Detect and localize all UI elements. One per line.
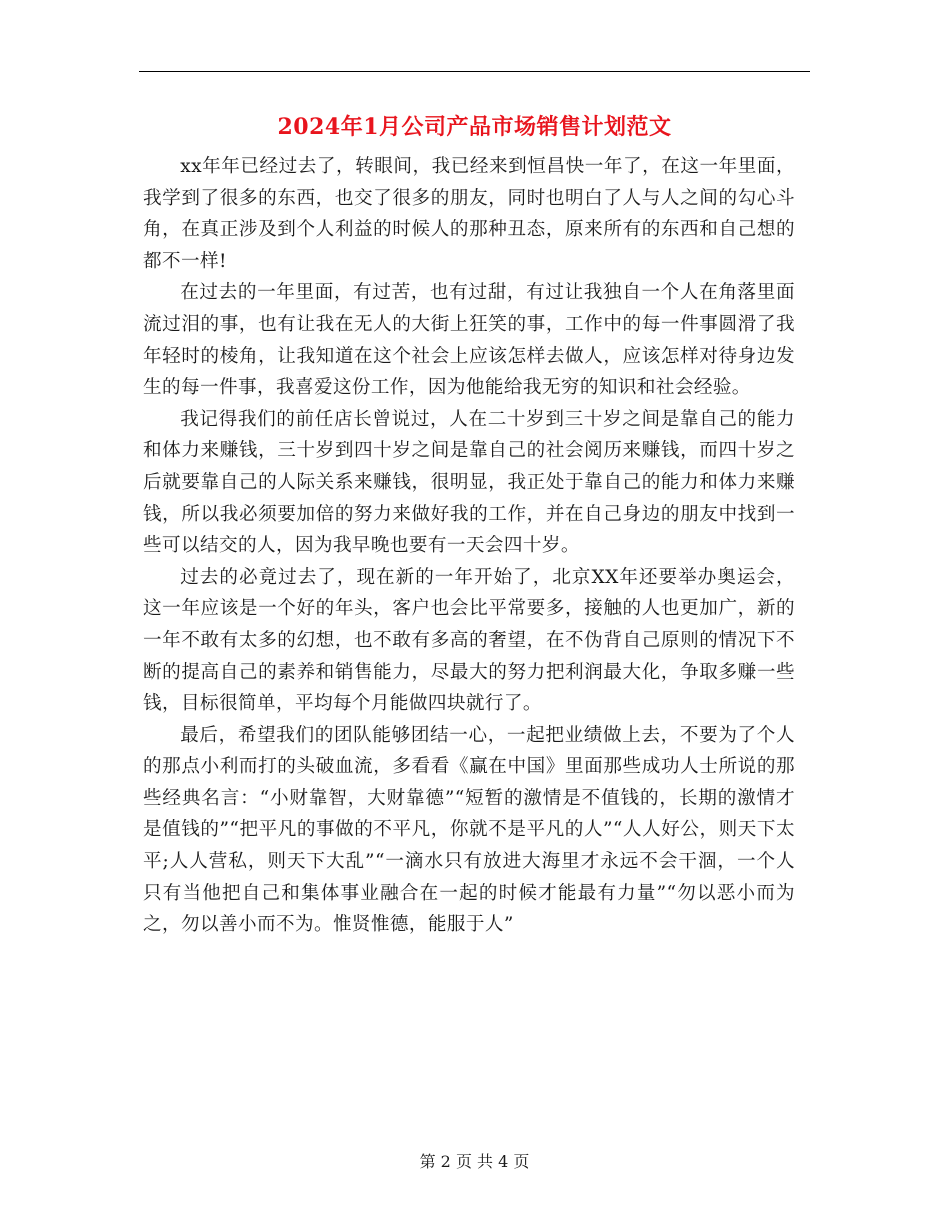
paragraph-1: xx年年已经过去了，转眼间，我已经来到恒昌快一年了，在这一年里面，我学到了很多的东西，也交了很多的朋友，同时也明白了人与人之间的勾心斗角，在真正涉及到个人利益的时候人的那种丑态，原来所有的东西和自己想的都不一样!	[143, 156, 795, 272]
header-rule	[139, 71, 810, 72]
paragraph-2: 在过去的一年里面，有过苦，也有过甜，有过让我独自一个人在角落里面流过泪的事，也有让我在无人的大街上狂笑的事，工作中的每一件事圆滑了我年轻时的棱角，让我知道在这个社会上应该怎样去做人，应该怎样对待身边发生的每一件事，我喜爱这份工作，因为他能给我无穷的知识和社会经验。	[143, 282, 795, 399]
page-number-label: 第 2 页 共 4 页	[419, 1152, 530, 1171]
paragraph-5: 最后，希望我们的团队能够团结一心，一起把业绩做上去，不要为了个人的那点小利而打的头破血流，多看看《赢在中国》里面那些成功人士所说的那些经典名言：“小财靠智，大财靠德”“短暂的激情是不值钱的，长期的激情才是值钱的”“把平凡的事做的不平凡，你就不是平凡的人”“人人好公，则天下太平;人人营私，则天下大乱”“一滴水只有放进大海里才永远不会干涸，一个人只有当他把自己和集体事业融合在一起的时候才能最有力量”“勿以恶小而为之，勿以善小而不为。惟贤惟德，能服于人”	[143, 724, 795, 936]
page-footer	[139, 1150, 810, 1174]
paragraph-4: 过去的必竟过去了，现在新的一年开始了，北京XX年还要举办奥运会，这一年应该是一个好的年头，客户也会比平常要多，接触的人也更加广，新的一年不敢有太多的幻想，也不敢有多高的奢望，在不伪背自己原则的情况下不断的提高自己的素养和销售能力，尽最大的努力把利润最大化，争取多赚一些钱，目标很简单，平均每个月能做四块就行了。	[143, 566, 795, 715]
document-title: 2024年1月公司产品市场销售计划范文	[277, 114, 672, 140]
paragraph-3: 我记得我们的前任店长曾说过，人在二十岁到三十岁之间是靠自己的能力和体力来赚钱，三十岁到四十岁之间是靠自己的社会阅历来赚钱，而四十岁之后就要靠自己的人际关系来赚钱，很明显，我正处于靠自己的能力和体力来赚钱，所以我必须要加倍的努力来做好我的工作，并在自己身边的朋友中找到一些可以结交的人，因为我早晚也要有一天会四十岁。	[143, 408, 795, 557]
document-body	[143, 151, 795, 941]
